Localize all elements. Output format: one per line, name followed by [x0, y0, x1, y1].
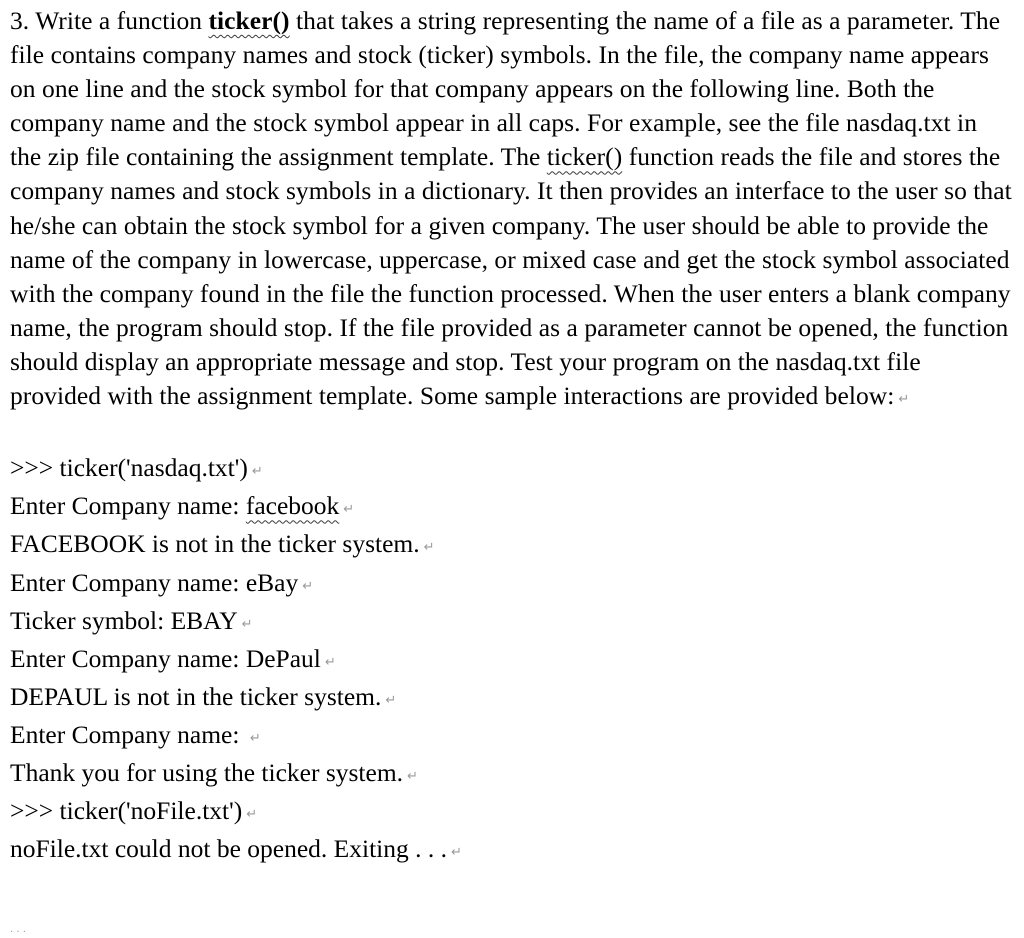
session-line: noFile.txt could not be opened. Exiting . . . ↵ [10, 832, 1014, 870]
paragraph-mark-icon: ↵ [385, 692, 397, 708]
blank-line [10, 417, 1014, 451]
problem-text-a: that takes a string representing the name of a file as a parameter. The file contains company names and stock (ticker) symbols. In the file, the company name appears on one line and the stock symbol for that company appears on the following line. Both the company name and the stock symbol appear in all caps. For example, see the file nasdaq.txt in the zip file containing the assignment template. The [10, 6, 1001, 172]
paragraph-mark-icon: ↵ [343, 502, 355, 518]
session-line: Enter Company name: facebook ↵ [10, 489, 1014, 527]
session-line: >>> ticker('noFile.txt') ↵ [10, 794, 1014, 832]
paragraph-mark-icon: ↵ [246, 807, 258, 823]
session-line: Enter Company name: ↵ [10, 718, 1014, 756]
paragraph-mark-icon: ↵ [249, 730, 261, 746]
session-line: >>> ticker('nasdaq.txt') ↵ [10, 451, 1014, 489]
session-line: DEPAUL is not in the ticker system. ↵ [10, 680, 1014, 718]
session-line: FACEBOOK is not in the ticker system. ↵ [10, 527, 1014, 565]
problem-text-b: function reads the file and stores the company names and stock symbols in a dictionary. It then provides an interface to the user so that he/she can obtain the stock symbol for a given company. The user should be able to provide the name of the company in lowercase, uppercase, or mixed case and get the stock symbol associated with the company found in the file the function processed. When the user enters a blank company name, the program should stop. If the file provided as a parameter cannot be opened, the function should display an appropriate message and stop. Test your program on the nasdaq.txt file provided with the assignment template. Some sample interactions are provided below: [10, 142, 1012, 411]
spellcheck-word: facebook [245, 491, 340, 521]
paragraph-mark-icon: ↵ [451, 845, 462, 861]
paragraph-mark-icon: ↵ [407, 768, 418, 784]
problem-statement [10, 4, 1014, 417]
function-name-bold: ticker() [208, 6, 290, 35]
sample-session [10, 451, 1014, 870]
paragraph-mark-icon: ↵ [898, 392, 910, 408]
session-line: Ticker symbol: EBAY ↵ [10, 604, 1014, 642]
session-line: Thank you for using the ticker system. ↵ [10, 756, 1014, 794]
document-body [10, 4, 1014, 870]
session-line: Enter Company name: eBay ↵ [10, 566, 1014, 604]
paragraph-mark-icon: ↵ [324, 654, 336, 670]
paragraph-mark-icon: ↵ [423, 540, 435, 556]
trailing-marks: · · · [10, 927, 26, 938]
paragraph-mark-icon: ↵ [241, 616, 253, 632]
paragraph-mark-icon: ↵ [302, 578, 314, 594]
session-line: Enter Company name: DePaul ↵ [10, 642, 1014, 680]
problem-lead: 3. Write a function [10, 6, 209, 35]
paragraph-mark-icon: ↵ [251, 464, 263, 480]
function-name-inline: ticker() [546, 142, 623, 172]
